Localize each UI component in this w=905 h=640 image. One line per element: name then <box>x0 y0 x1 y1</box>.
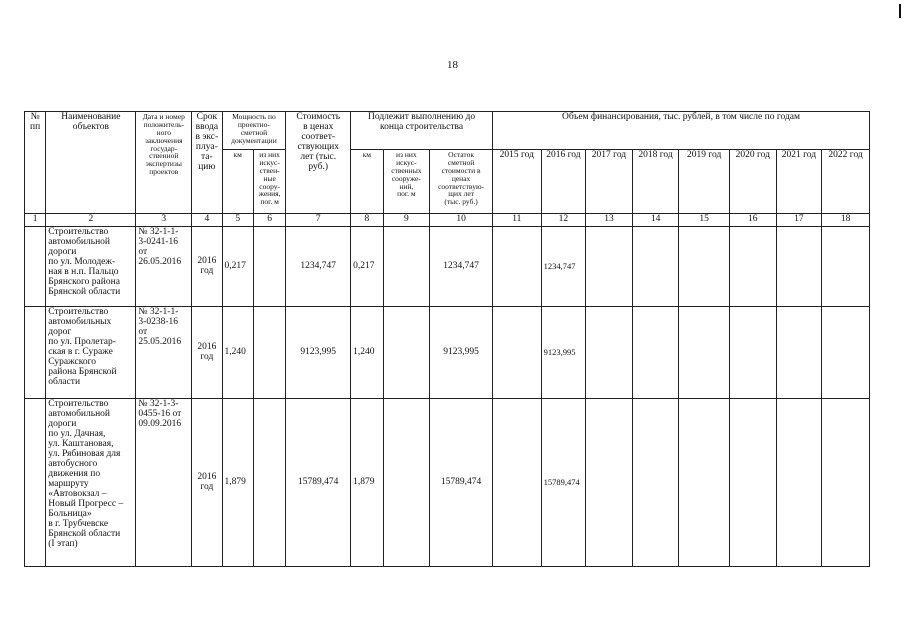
financing-year-cell <box>822 307 870 399</box>
column-number: 13 <box>586 214 633 227</box>
financing-year-cell: 1234,747 <box>541 227 586 307</box>
object-name-cell: Строительство автомобильной дороги по ул. Дачная, ул. Каштановая, ул. Рябиновая для автобусного движения по маршруту «Автовокзал – Новый Прогресс – Больница» в г. Трубчевске Брянской области (I этап) <box>46 399 136 567</box>
financing-year-cell <box>586 399 633 567</box>
header-year: 2019 год <box>679 150 730 214</box>
expertise-cell: № 32-1-1- 3-0241-16 от 26.05.2016 <box>136 227 192 307</box>
financing-year-cell <box>730 399 777 567</box>
header-expertise: Дата и номер положитель- ного заключения государ- ственной экспертизы проектов <box>136 112 192 214</box>
row-no-cell <box>25 227 46 307</box>
remaining-structures-cell <box>383 399 430 567</box>
capacity-structures-cell <box>253 227 285 307</box>
row-no-cell <box>25 307 46 399</box>
financing-year-cell <box>586 227 633 307</box>
expertise-cell: № 32-1-3- 0455-16 от 09.09.2016 <box>136 399 192 567</box>
header-cap-km: км <box>222 150 253 214</box>
row-no-cell <box>25 399 46 567</box>
header-year: 2016 год <box>541 150 586 214</box>
financing-year-cell <box>679 307 730 399</box>
table-row <box>25 399 870 567</box>
term-cell: 2016 год <box>192 227 222 307</box>
remaining-structures-cell <box>383 227 430 307</box>
column-number: 16 <box>730 214 777 227</box>
remaining-km-cell: 1,879 <box>351 399 383 567</box>
cost-cell: 9123,995 <box>286 307 351 399</box>
header-financing: Объем финансирования, тыс. рублей, в том числе по годам <box>492 112 869 150</box>
capacity-structures-cell <box>253 307 285 399</box>
table-row <box>25 307 870 399</box>
remaining-km-cell: 0,217 <box>351 227 383 307</box>
financing-year-cell <box>822 399 870 567</box>
financing-year-cell <box>632 227 679 307</box>
financing-year-cell <box>822 227 870 307</box>
header-year: 2022 год <box>822 150 870 214</box>
header-year: 2017 год <box>586 150 633 214</box>
financing-year-cell: 15789,474 <box>541 399 586 567</box>
financing-year-cell <box>632 307 679 399</box>
header-no: № пп <box>25 112 46 214</box>
financing-year-cell <box>492 227 541 307</box>
header-year: 2018 год <box>632 150 679 214</box>
header-remaining: Подлежит выполнению до конца строительства <box>351 112 493 150</box>
column-number: 4 <box>192 214 222 227</box>
table-row <box>25 227 870 307</box>
financing-year-cell <box>679 399 730 567</box>
column-number: 6 <box>253 214 285 227</box>
term-cell: 2016 год <box>192 307 222 399</box>
column-number: 9 <box>383 214 430 227</box>
object-name-cell: Строительство автомобильной дороги по ул. Молодеж- ная в н.п. Пальцо Брянского района Брянской области <box>46 227 136 307</box>
object-name-cell: Строительство автомобильных дорог по ул. Пролетар- ская в г. Сураже Суражского района Брянской области <box>46 307 136 399</box>
financing-year-cell <box>730 307 777 399</box>
column-number: 8 <box>351 214 383 227</box>
header-year: 2015 год <box>492 150 541 214</box>
header-term: Срок ввода в экс- плуа- та- цию <box>192 112 222 214</box>
header-rem-balance: Остаток сметной стоимости в ценах соответствую- щих лет (тыс. руб.) <box>430 150 493 214</box>
financing-year-cell <box>776 307 822 399</box>
scan-edge-mark <box>899 4 901 18</box>
cost-cell: 1234,747 <box>286 227 351 307</box>
capacity-km-cell: 1,240 <box>222 307 253 399</box>
capacity-km-cell: 1,879 <box>222 399 253 567</box>
remaining-balance-cell: 9123,995 <box>430 307 493 399</box>
financing-year-cell <box>679 227 730 307</box>
financing-year-cell <box>776 227 822 307</box>
column-number: 12 <box>541 214 586 227</box>
column-number: 7 <box>286 214 351 227</box>
header-year: 2020 год <box>730 150 777 214</box>
remaining-balance-cell: 1234,747 <box>430 227 493 307</box>
financing-year-cell <box>586 307 633 399</box>
remaining-structures-cell <box>383 307 430 399</box>
term-cell: 2016 год <box>192 399 222 567</box>
column-number: 18 <box>822 214 870 227</box>
financing-year-cell <box>492 399 541 567</box>
financing-year-cell <box>776 399 822 567</box>
header-rem-km: км <box>351 150 383 214</box>
remaining-km-cell: 1,240 <box>351 307 383 399</box>
header-cap-structures: из них искус- ствен- ные соору- жения, пог. м <box>253 150 285 214</box>
capacity-km-cell: 0,217 <box>222 227 253 307</box>
capacity-structures-cell <box>253 399 285 567</box>
header-name: Наименование объектов <box>46 112 136 214</box>
page-number: 18 <box>447 59 458 71</box>
column-number: 11 <box>492 214 541 227</box>
financing-year-cell: 9123,995 <box>541 307 586 399</box>
header-rem-structures: из них искус- ственных сооруже- ний, пог. м <box>383 150 430 214</box>
cost-cell: 15789,474 <box>286 399 351 567</box>
column-number: 10 <box>430 214 493 227</box>
column-number: 1 <box>25 214 46 227</box>
column-number: 17 <box>776 214 822 227</box>
remaining-balance-cell: 15789,474 <box>430 399 493 567</box>
column-number: 15 <box>679 214 730 227</box>
expertise-cell: № 32-1-1- 3-0238-16 от 25.05.2016 <box>136 307 192 399</box>
column-number: 5 <box>222 214 253 227</box>
financing-table <box>24 111 870 567</box>
financing-year-cell <box>632 399 679 567</box>
financing-year-cell <box>492 307 541 399</box>
column-number: 2 <box>46 214 136 227</box>
header-capacity: Мощность по проектно- сметной документации <box>222 112 286 150</box>
financing-year-cell <box>730 227 777 307</box>
header-year: 2021 год <box>776 150 822 214</box>
column-number: 14 <box>632 214 679 227</box>
header-cost: Стоимость в ценах соответ- ствующих лет (тыс. руб.) <box>286 112 351 214</box>
column-number: 3 <box>136 214 192 227</box>
